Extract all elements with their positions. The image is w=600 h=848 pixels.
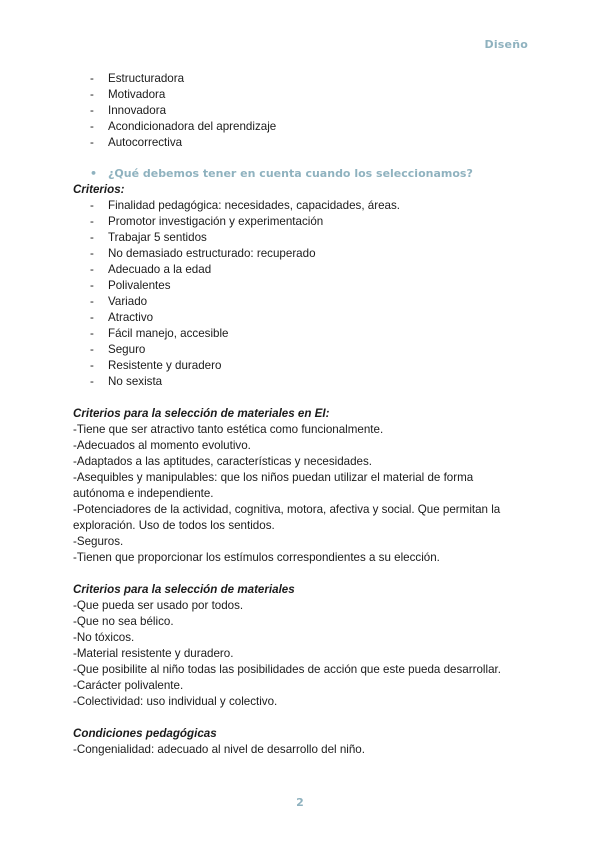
list-item: - Motivadora	[73, 87, 533, 103]
question-bullet: • ¿Qué debemos tener en cuenta cuando los seleccionamos?	[73, 166, 533, 182]
list-item: - Seguro	[73, 342, 533, 358]
text-line: -Asequibles y manipulables: que los niños puedan utilizar el material de forma	[73, 471, 474, 484]
list-item: - No demasiado estructurado: recuperado	[73, 246, 533, 262]
page-number: 2	[296, 796, 304, 809]
list-item: - Autocorrectiva	[73, 135, 533, 151]
text-line: exploración. Uso de todos los sentidos.	[73, 519, 275, 532]
text-line: -Potenciadores de la actividad, cognitiva, motora, afectiva y social. Que permitan la	[73, 503, 501, 516]
list-item: - Resistente y duradero	[73, 358, 533, 374]
text-line: -Adaptados a las aptitudes, características y necesidades.	[73, 455, 373, 468]
list-item: - Adecuado a la edad	[73, 262, 533, 278]
text-line: -Que no sea bélico.	[73, 615, 174, 628]
text-line: -Carácter polivalente.	[73, 679, 184, 692]
section-heading: Criterios para la selección de materiales en EI:	[73, 407, 330, 420]
text-line: -Que pueda ser usado por todos.	[73, 599, 244, 612]
section-condiciones	[73, 726, 533, 758]
list-item: - Innovadora	[73, 103, 533, 119]
list-item: - Acondicionadora del aprendizaje	[73, 119, 533, 135]
list-item: - Variado	[73, 294, 533, 310]
page-header-title: Diseño	[484, 38, 528, 51]
criterios-list	[73, 198, 533, 390]
text-line: -Tienen que proporcionar los estímulos correspondientes a su elección.	[73, 551, 440, 564]
text-line: -Congenialidad: adecuado al nivel de desarrollo del niño.	[73, 743, 365, 756]
text-line: -No tóxicos.	[73, 631, 135, 644]
criterios-heading: Criterios:	[73, 183, 125, 196]
list-item: - Promotor investigación y experimentación	[73, 214, 533, 230]
list-item: - Polivalentes	[73, 278, 533, 294]
text-line: -Tiene que ser atractivo tanto estética como funcionalmente.	[73, 423, 384, 436]
list-item: - Atractivo	[73, 310, 533, 326]
text-line: -Colectividad: uso individual y colectivo.	[73, 695, 278, 708]
list-item: - Finalidad pedagógica: necesidades, capacidades, áreas.	[73, 198, 533, 214]
list-item: - Estructuradora	[73, 71, 533, 87]
list-item: - No sexista	[73, 374, 533, 390]
text-line: -Material resistente y duradero.	[73, 647, 234, 660]
text-line: -Que posibilite al niño todas las posibilidades de acción que este pueda desarrollar.	[73, 663, 501, 676]
text-line: -Seguros.	[73, 535, 124, 548]
list-item: - Trabajar 5 sentidos	[73, 230, 533, 246]
document-body	[73, 71, 533, 758]
list-item: - Fácil manejo, accesible	[73, 326, 533, 342]
section-heading: Condiciones pedagógicas	[73, 727, 217, 740]
text-line: autónoma e independiente.	[73, 487, 214, 500]
text-line: -Adecuados al momento evolutivo.	[73, 439, 251, 452]
section-heading: Criterios para la selección de materiales	[73, 583, 295, 596]
features-list	[73, 71, 533, 151]
section-ei	[73, 406, 533, 566]
section-materiales	[73, 582, 533, 710]
